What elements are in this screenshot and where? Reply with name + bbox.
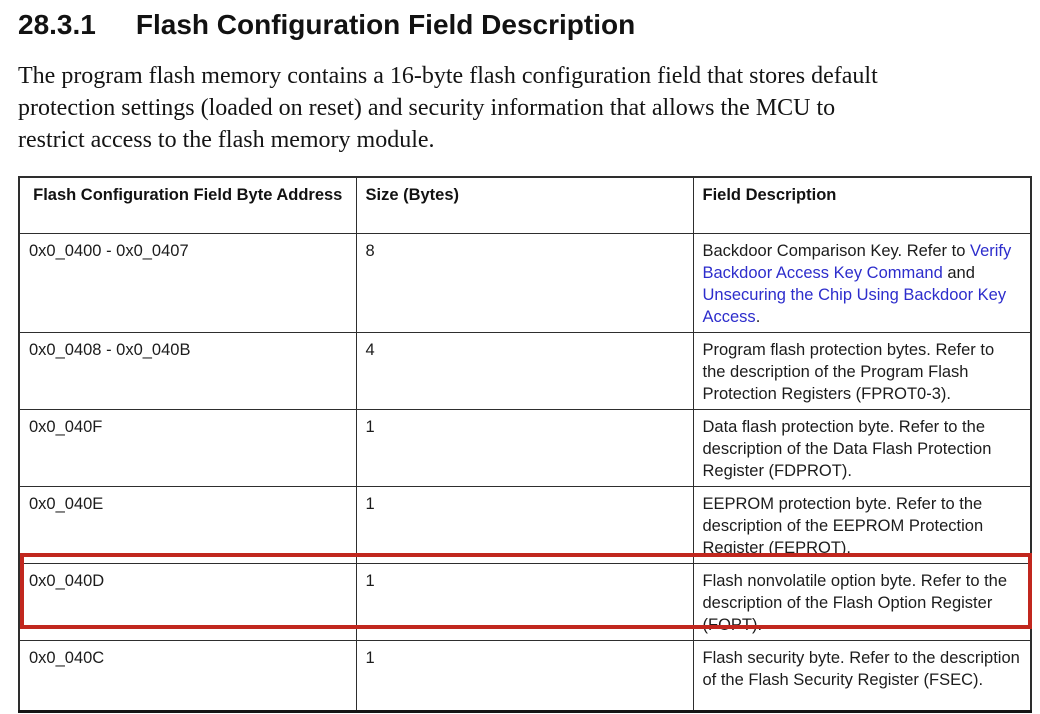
address-cell: 0x0_0400 - 0x0_0407 [19,233,356,332]
flash-config-table [18,176,1032,713]
description-cell [693,233,1031,332]
link-verify-backdoor-access-key-command[interactable]: Verify Backdoor Access Key Command [702,241,1012,282]
column-header-address: Flash Configuration Field Byte Address [19,177,356,233]
address-cell: 0x0_040E [19,486,356,563]
description-text: and [942,263,975,282]
size-cell: 4 [356,332,693,409]
size-cell: 1 [356,486,693,563]
address-cell: 0x0_0408 - 0x0_040B [19,332,356,409]
size-cell: 1 [356,409,693,486]
size-cell: 8 [356,233,693,332]
intro-line: protection settings (loaded on reset) and security information that allows the MCU to [18,95,836,121]
address-cell: 0x0_040F [19,409,356,486]
section-title: Flash Configuration Field Description [135,9,636,40]
column-header-description: Field Description [693,177,1031,233]
column-header-size: Size (Bytes) [356,177,693,233]
intro-line: restrict access to the flash memory module. [18,127,435,153]
description-cell: Flash security byte. Refer to the description of the Flash Security Register (FSEC). [693,640,1031,711]
intro-line: The program flash memory contains a 16-byte flash configuration field that stores default [18,63,878,89]
size-cell: 1 [356,563,693,640]
description-cell: Flash nonvolatile option byte. Refer to the description of the Flash Option Register (FOPT). [693,563,1031,640]
description-cell: EEPROM protection byte. Refer to the description of the EEPROM Protection Register (FEPROT). [693,486,1031,563]
table-row [19,640,1031,711]
intro-paragraph [18,60,1030,156]
table-header-row [19,177,1031,233]
description-text: Backdoor Comparison Key. Refer to [702,241,970,260]
table-row [19,409,1031,486]
table-row [19,233,1031,332]
size-cell: 1 [356,640,693,711]
address-cell: 0x0_040D [19,563,356,640]
link-unsecuring-the-chip-using-backdoor-key-access[interactable]: Unsecuring the Chip Using Backdoor Key Access [702,285,1007,326]
table-row [19,332,1031,409]
section-number: 28.3.1 [18,9,96,40]
table-row [19,486,1031,563]
description-text: . [755,307,761,326]
description-cell: Data flash protection byte. Refer to the description of the Data Flash Protection Register (FDPROT). [693,409,1031,486]
description-cell: Program flash protection bytes. Refer to the description of the Program Flash Protection Registers (FPROT0-3). [693,332,1031,409]
section-heading [18,8,1030,42]
flash-config-table-container [18,176,1030,713]
address-cell: 0x0_040C [19,640,356,711]
table-row-highlighted [19,563,1031,640]
